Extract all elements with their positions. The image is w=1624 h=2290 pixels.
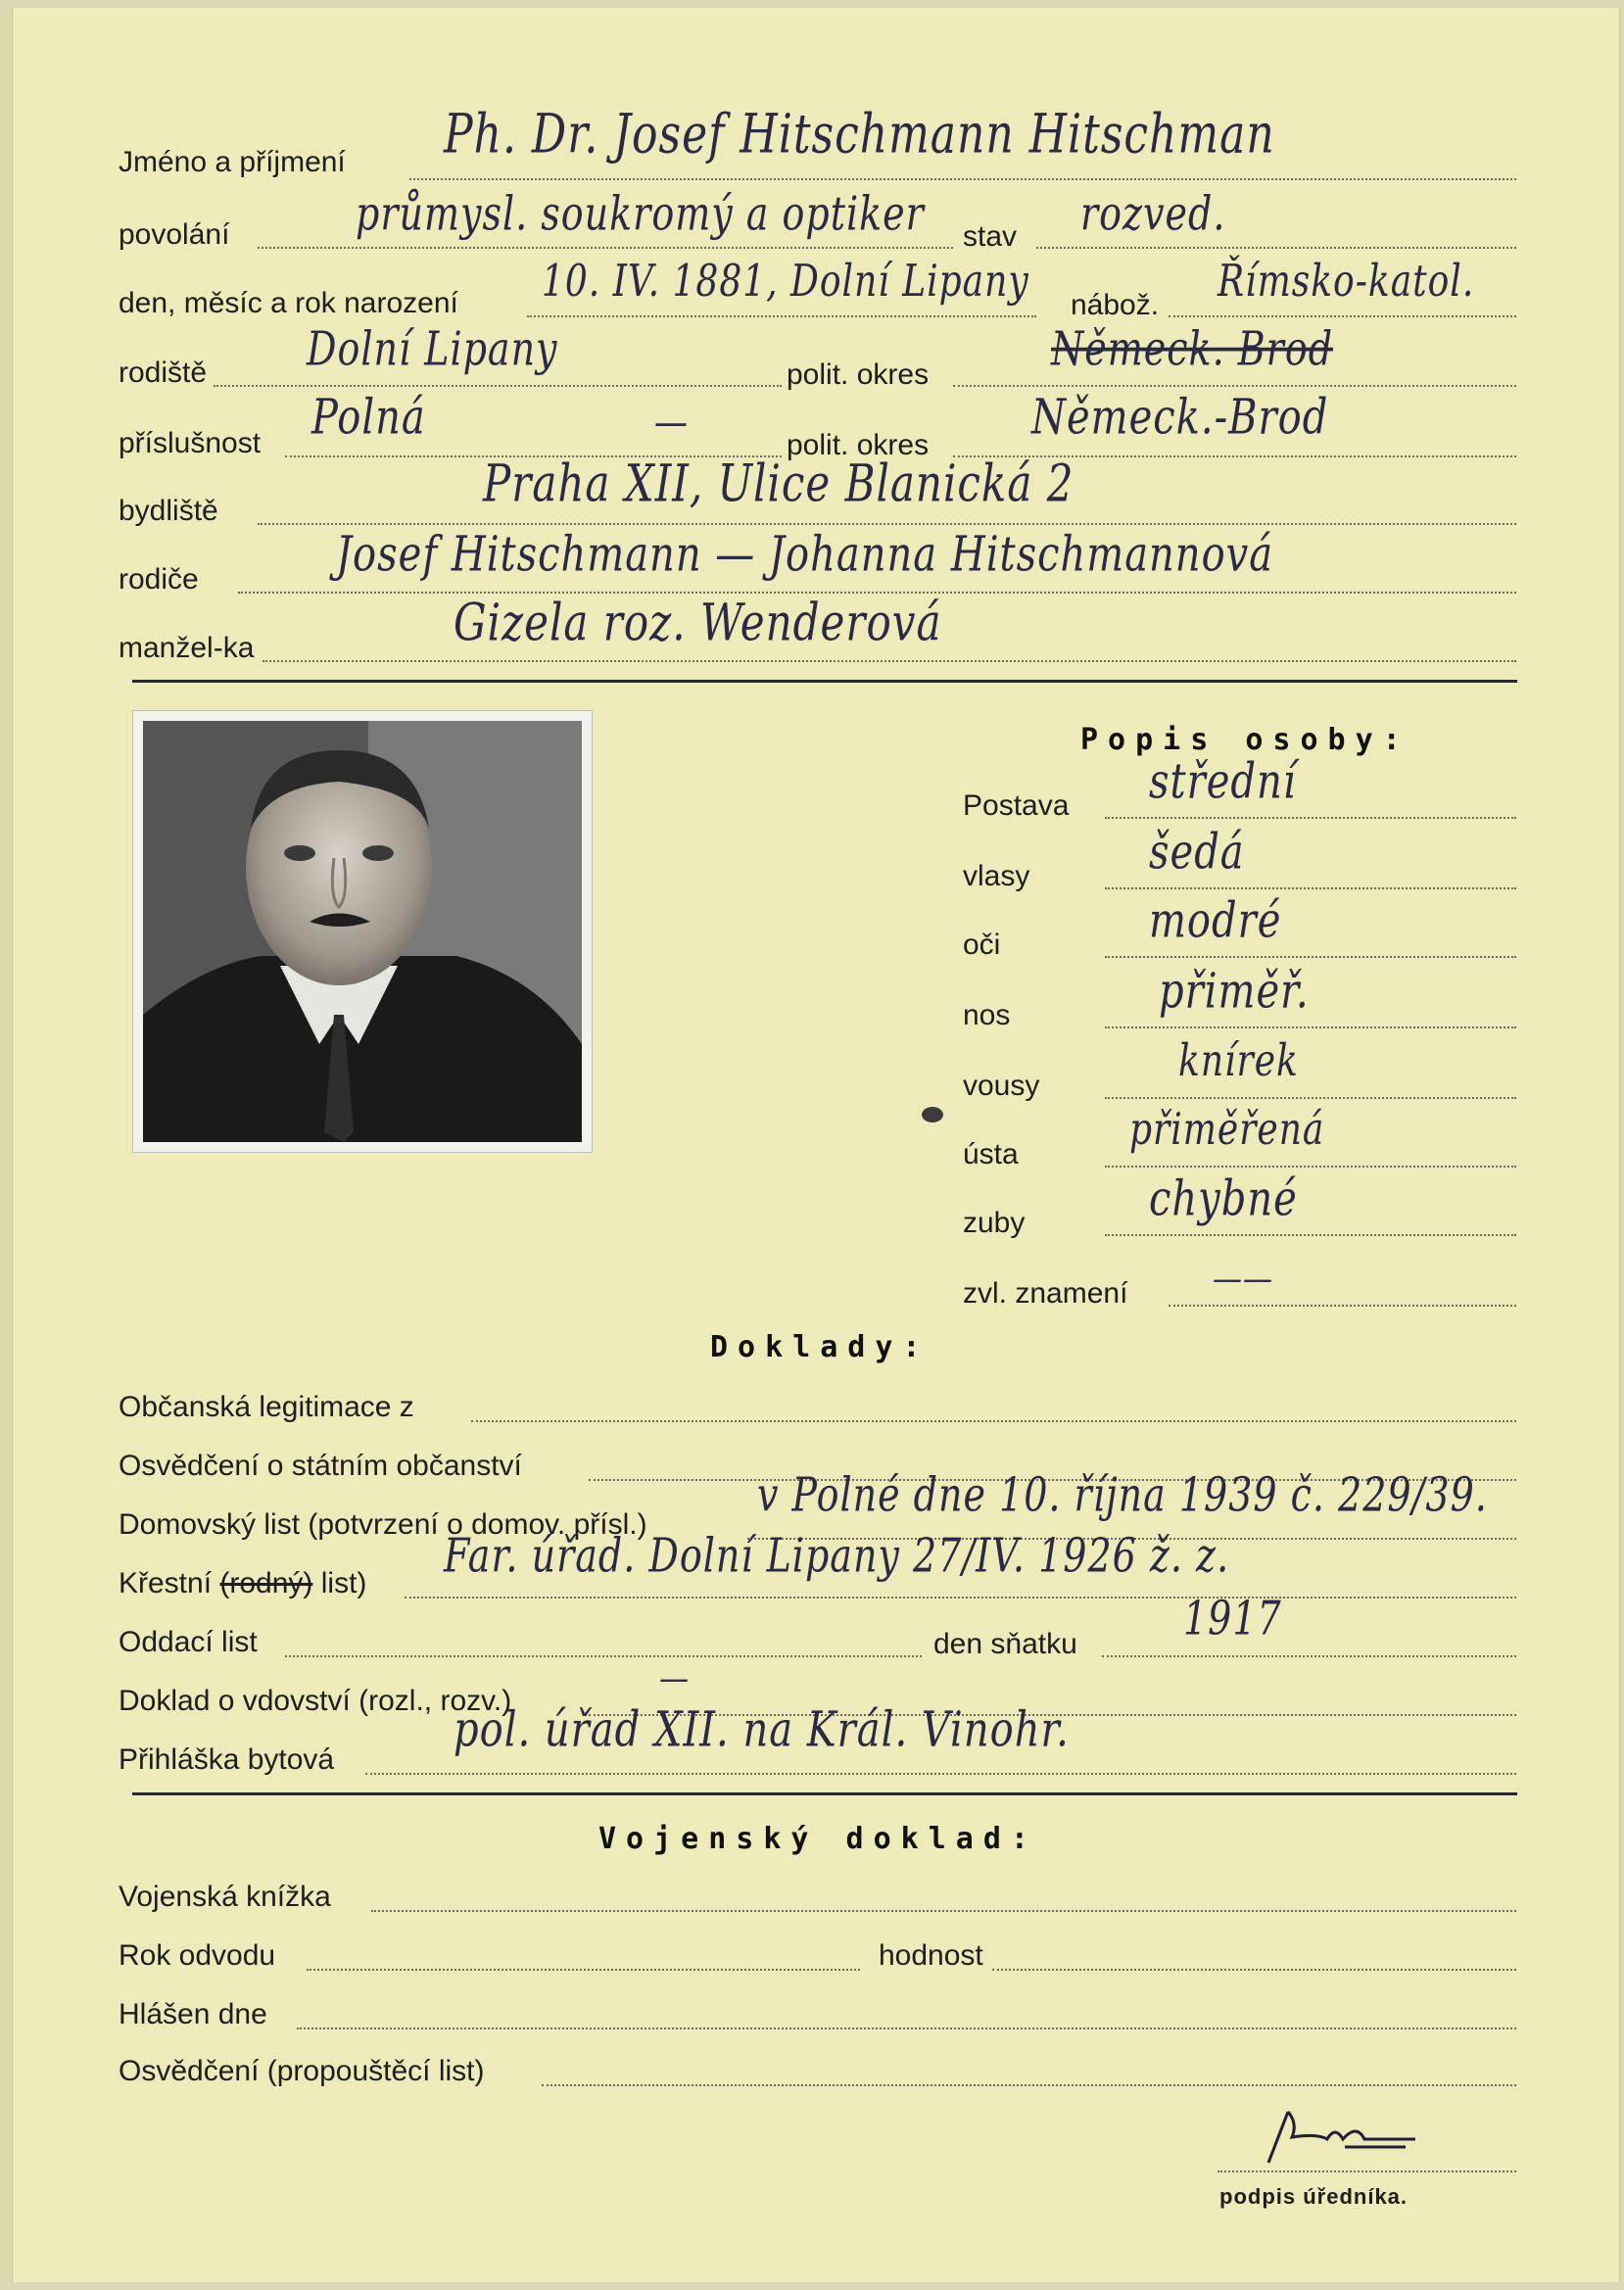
zuby-label: zuby bbox=[963, 1207, 1026, 1239]
propousteci-label: Osvědčení (propouštěcí list) bbox=[119, 2055, 485, 2087]
krestni-value[interactable]: Far. úřad. Dolní Lipany 27/IV. 1926 ž. z. bbox=[444, 1528, 1230, 1583]
oddaci-label: Oddací list bbox=[119, 1626, 258, 1658]
polit-okres-label-1: polit. okres bbox=[787, 358, 930, 391]
polit-okres-value-1[interactable]: Německ. Brod bbox=[1051, 321, 1334, 376]
vdovstvi-value[interactable]: — bbox=[659, 1656, 690, 1700]
bydliste-label: bydliště bbox=[119, 495, 218, 527]
zuby-value[interactable]: chybné bbox=[1149, 1170, 1298, 1227]
oci-value[interactable]: modré bbox=[1149, 892, 1282, 949]
domovsky-label: Domovský list (potvrzení o domov. přísl.) bbox=[119, 1508, 647, 1541]
nos-line bbox=[1105, 1026, 1516, 1028]
section-rule-1 bbox=[132, 680, 1517, 683]
section-rule-2 bbox=[132, 1792, 1517, 1795]
oddaci-line bbox=[285, 1655, 922, 1657]
prislusnost-dash: — bbox=[654, 398, 689, 447]
odvod-line bbox=[307, 1969, 860, 1971]
ink-smudge bbox=[922, 1107, 943, 1122]
naboz-value[interactable]: Římsko-katol. bbox=[1218, 256, 1475, 307]
jmeno-label: Jméno a příjmení bbox=[119, 146, 346, 178]
zuby-line bbox=[1105, 1234, 1516, 1236]
prihlaska-line bbox=[365, 1773, 1516, 1775]
manzel-line bbox=[263, 660, 1516, 662]
osvedceni-label: Osvědčení o státním občanství bbox=[119, 1450, 522, 1482]
povolani-line bbox=[258, 247, 953, 249]
prislusnost-label: příslušnost bbox=[119, 427, 262, 459]
portrait-photo bbox=[132, 710, 593, 1153]
jmeno-line bbox=[409, 178, 1516, 180]
vlasy-line bbox=[1105, 887, 1516, 889]
rodiste-label: rodiště bbox=[119, 357, 208, 389]
naboz-line bbox=[1169, 315, 1516, 317]
stav-line bbox=[1036, 247, 1516, 249]
obcanska-label: Občanská legitimace z bbox=[119, 1391, 414, 1423]
polit-okres-value-2[interactable]: Německ.-Brod bbox=[1031, 389, 1329, 446]
manzel-value[interactable]: Gizela roz. Wenderová bbox=[454, 592, 942, 652]
den-snatku-value[interactable]: 1917 bbox=[1183, 1591, 1282, 1646]
domovsky-value[interactable]: v Polné dne 10. října 1939 č. 229/39. bbox=[757, 1467, 1488, 1522]
vlasy-value[interactable]: šedá bbox=[1149, 824, 1245, 881]
popis-heading: Popis osoby: bbox=[1080, 723, 1410, 757]
postava-line bbox=[1105, 817, 1516, 819]
den-snatku-line bbox=[1102, 1655, 1516, 1657]
usta-value[interactable]: přiměřená bbox=[1129, 1104, 1325, 1155]
obcanska-line bbox=[471, 1420, 1516, 1422]
den-snatku-label: den sňatku bbox=[933, 1628, 1077, 1660]
narozeni-label: den, měsíc a rok narození bbox=[119, 287, 458, 319]
manzel-label: manžel-ka bbox=[119, 632, 255, 664]
portrait-image bbox=[143, 721, 582, 1142]
postava-label: Postava bbox=[963, 789, 1070, 822]
oci-line bbox=[1105, 956, 1516, 958]
hodnost-line bbox=[992, 1969, 1516, 1971]
postava-value[interactable]: střední bbox=[1149, 753, 1297, 810]
nos-value[interactable]: přiměř. bbox=[1159, 963, 1310, 1020]
hodnost-label: hodnost bbox=[879, 1939, 983, 1972]
document-page bbox=[12, 8, 1620, 2282]
usta-line bbox=[1105, 1166, 1516, 1168]
oci-label: oči bbox=[963, 929, 1001, 961]
prislusnost-value[interactable]: Polná bbox=[311, 389, 426, 446]
rodice-label: rodiče bbox=[119, 563, 199, 596]
vousy-value[interactable]: knírek bbox=[1178, 1035, 1299, 1086]
naboz-label: nábož. bbox=[1071, 289, 1160, 321]
vousy-line bbox=[1105, 1097, 1516, 1099]
narozeni-line bbox=[527, 315, 1036, 317]
prihlaska-value[interactable]: pol. úřad XII. na Král. Vinohr. bbox=[454, 1701, 1070, 1758]
stav-label: stav bbox=[963, 220, 1018, 253]
bydliste-value[interactable]: Praha XII, Ulice Blanická 2 bbox=[483, 453, 1075, 513]
odvod-label: Rok odvodu bbox=[119, 1939, 276, 1972]
rodiste-line bbox=[214, 385, 782, 387]
povolani-value[interactable]: průmysl. soukromý a optiker bbox=[356, 186, 925, 241]
nos-label: nos bbox=[963, 999, 1011, 1031]
povolani-label: povolání bbox=[119, 218, 230, 251]
krestni-line bbox=[405, 1597, 1516, 1598]
vousy-label: vousy bbox=[963, 1070, 1040, 1102]
polit-okres-label-2: polit. okres bbox=[787, 429, 930, 461]
jmeno-value[interactable]: Ph. Dr. Josef Hitschmann Hitschman bbox=[444, 103, 1275, 167]
doklady-heading: Doklady: bbox=[710, 1330, 931, 1364]
znameni-value[interactable]: —— bbox=[1213, 1257, 1273, 1301]
krestni-label-a: Křestní bbox=[119, 1567, 213, 1599]
vdovstvi-label: Doklad o vdovství (rozl., rozv.) bbox=[119, 1685, 512, 1717]
narozeni-value[interactable]: 10. IV. 1881, Dolní Lipany bbox=[542, 256, 1029, 307]
krestni-label bbox=[119, 1567, 366, 1600]
propousteci-line bbox=[542, 2084, 1516, 2086]
portrait-illustration bbox=[143, 721, 582, 1142]
knizka-line bbox=[371, 1910, 1516, 1912]
knizka-label: Vojenská knížka bbox=[119, 1881, 331, 1913]
znameni-label: zvl. znamení bbox=[963, 1277, 1128, 1310]
hlasen-line bbox=[297, 2028, 1516, 2029]
krestni-label-c: list) bbox=[320, 1567, 367, 1599]
stav-value[interactable]: rozved. bbox=[1080, 186, 1226, 241]
polit-okres-line-1 bbox=[953, 385, 1516, 387]
prihlaska-label: Přihláška bytová bbox=[119, 1743, 335, 1776]
official-signature bbox=[1249, 2104, 1425, 2172]
rodiste-value[interactable]: Dolní Lipany bbox=[307, 321, 558, 376]
vojensky-heading: Vojenský doklad: bbox=[598, 1822, 1038, 1856]
vlasy-label: vlasy bbox=[963, 860, 1030, 892]
hlasen-label: Hlášen dne bbox=[119, 1998, 267, 2030]
rodice-value[interactable]: Josef Hitschmann — Johanna Hitschmannová bbox=[336, 526, 1274, 583]
signature-caption: podpis úředníka. bbox=[1219, 2184, 1409, 2209]
usta-label: ústa bbox=[963, 1138, 1019, 1170]
krestni-label-b: (rodný) bbox=[219, 1567, 313, 1599]
